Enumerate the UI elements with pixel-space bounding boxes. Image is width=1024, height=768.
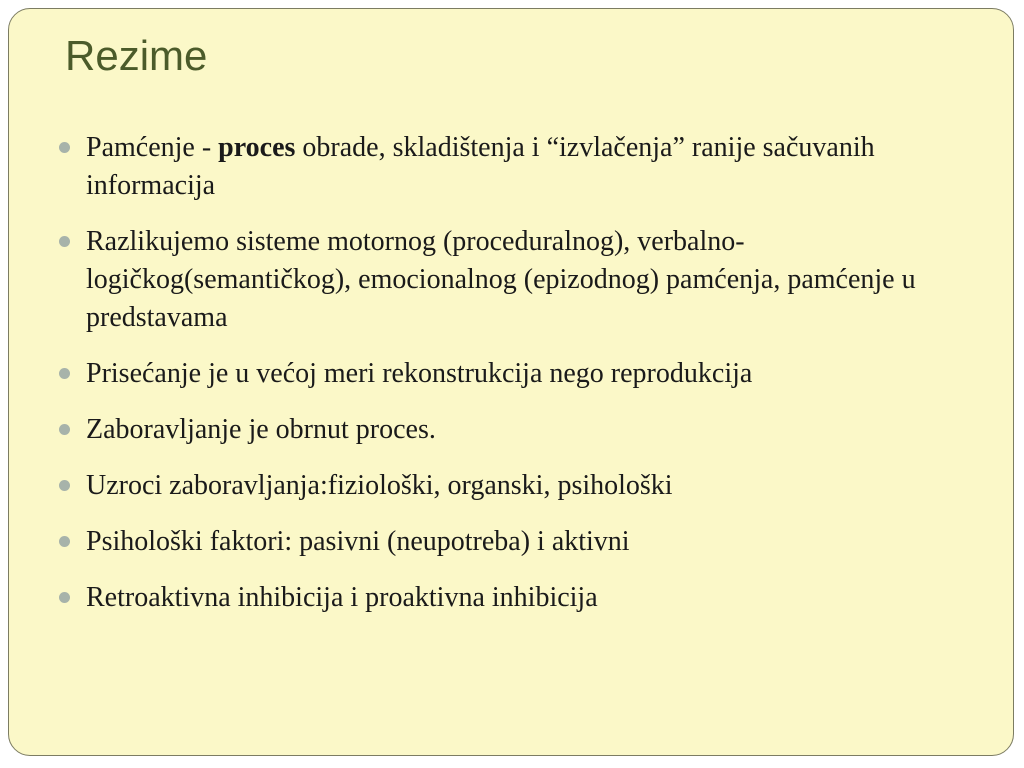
bullet-item-recall: [59, 355, 959, 393]
bullet-item-forgetting: [59, 411, 959, 449]
bullet-text: Zaboravljanje je obrnut proces.: [86, 414, 436, 445]
slide-title: Rezime: [65, 32, 208, 79]
bullet-text: Uzroci zaboravljanja:fiziološki, organski, psihološki: [86, 470, 673, 501]
bullet-dot-icon: [59, 368, 70, 379]
bullet-text-bold: proces: [218, 132, 296, 163]
bullet-text: Prisećanje je u većoj meri rekonstrukcija nego reprodukcija: [86, 358, 753, 389]
bullet-dot-icon: [59, 592, 70, 603]
bullet-item-psychological-factors: [59, 523, 959, 561]
bullet-item-forgetting-causes: [59, 467, 959, 505]
bullet-item-inhibition: [59, 579, 959, 617]
bullet-text: Razlikujemo sisteme motornog (proceduralnog), verbalno-logičkog(semantičkog), emocionalnog (epizodnog) pamćenja, pamćenje u predstavama: [86, 226, 916, 333]
bullet-list: [59, 129, 959, 635]
bullet-dot-icon: [59, 142, 70, 153]
bullet-text: Psihološki faktori: pasivni (neupotreba) i aktivni: [86, 526, 630, 557]
bullet-text-suffix: obrade, skladištenja i “izvlačenja” ranije sačuvanih informacija: [86, 132, 875, 201]
bullet-text: Retroaktivna inhibicija i proaktivna inhibicija: [86, 582, 598, 613]
bullet-dot-icon: [59, 236, 70, 247]
bullet-dot-icon: [59, 424, 70, 435]
bullet-text-prefix: Pamćenje -: [86, 132, 219, 163]
bullet-item-memory-systems: [59, 223, 959, 337]
bullet-item-memory-definition: [59, 129, 959, 205]
bullet-dot-icon: [59, 480, 70, 491]
bullet-dot-icon: [59, 536, 70, 547]
slide: [8, 8, 1014, 756]
